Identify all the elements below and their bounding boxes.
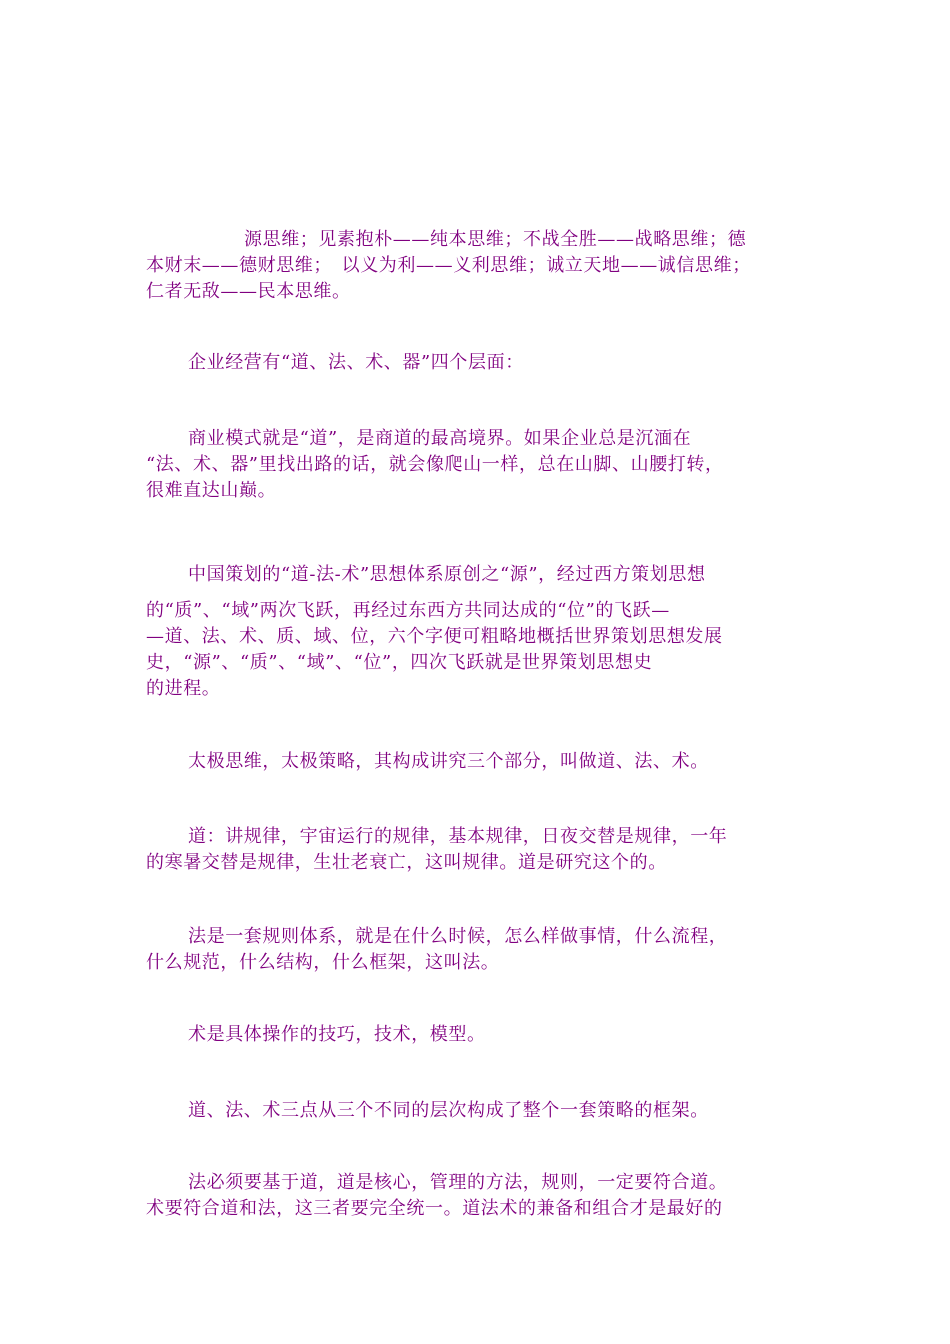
paragraph-4-line-3: —道、法、术、质、域、位，六个字便可粗略地概括世界策划思想发展 — [146, 626, 723, 647]
paragraph-7-line-1: 法是一套规则体系，就是在什么时候，怎么样做事情，什么流程， — [188, 926, 728, 947]
paragraph-10-line-2: 术要符合道和法，这三者要完全统一。道法术的兼备和组合才是最好的 — [146, 1198, 723, 1219]
paragraph-3-line-2: “法、术、器”里找出路的话，就会像爬山一样，总在山脚、山腰打转， — [146, 454, 724, 475]
paragraph-2: 企业经营有“道、法、术、器”四个层面： — [188, 352, 524, 373]
paragraph-5: 太极思维，太极策略，其构成讲究三个部分，叫做道、法、术。 — [188, 751, 709, 772]
paragraph-4-line-4: 史，“源”、“质”、“域”、“位”，四次飞跃就是世界策划思想史 — [146, 652, 653, 673]
paragraph-3-line-1: 商业模式就是“道”，是商道的最高境界。如果企业总是沉湎在 — [188, 428, 692, 449]
paragraph-1-line-3: 仁者无敌——民本思维。 — [146, 281, 351, 302]
paragraph-10-line-1: 法必须要基于道，道是核心，管理的方法，规则，一定要符合道。 — [188, 1172, 728, 1193]
paragraph-7-line-2: 什么规范，什么结构，什么框架，这叫法。 — [146, 952, 500, 973]
paragraph-3-line-3: 很难直达山巅。 — [146, 480, 277, 501]
paragraph-6-line-1: 道：讲规律，宇宙运行的规律，基本规律，日夜交替是规律，一年 — [188, 826, 728, 847]
paragraph-1-line-2: 本财末——德财思维； 以义为利——义利思维；诚立天地——诚信思维； — [146, 255, 751, 276]
paragraph-4-line-5: 的进程。 — [146, 678, 221, 699]
paragraph-8: 术是具体操作的技巧，技术，模型。 — [188, 1024, 486, 1045]
paragraph-4-line-1: 中国策划的“道-法-术”思想体系原创之“源”，经过西方策划思想 — [188, 564, 706, 585]
paragraph-4-line-2: 的“质”、“域”两次飞跃，再经过东西方共同达成的“位”的飞跃— — [146, 600, 670, 621]
paragraph-6-line-2: 的寒暑交替是规律，生壮老衰亡，这叫规律。道是研究这个的。 — [146, 852, 667, 873]
paragraph-9: 道、法、术三点从三个不同的层次构成了整个一套策略的框架。 — [188, 1100, 709, 1121]
paragraph-1-line-1: 源思维；见素抱朴——纯本思维；不战全胜——战略思维；德 — [244, 229, 747, 250]
